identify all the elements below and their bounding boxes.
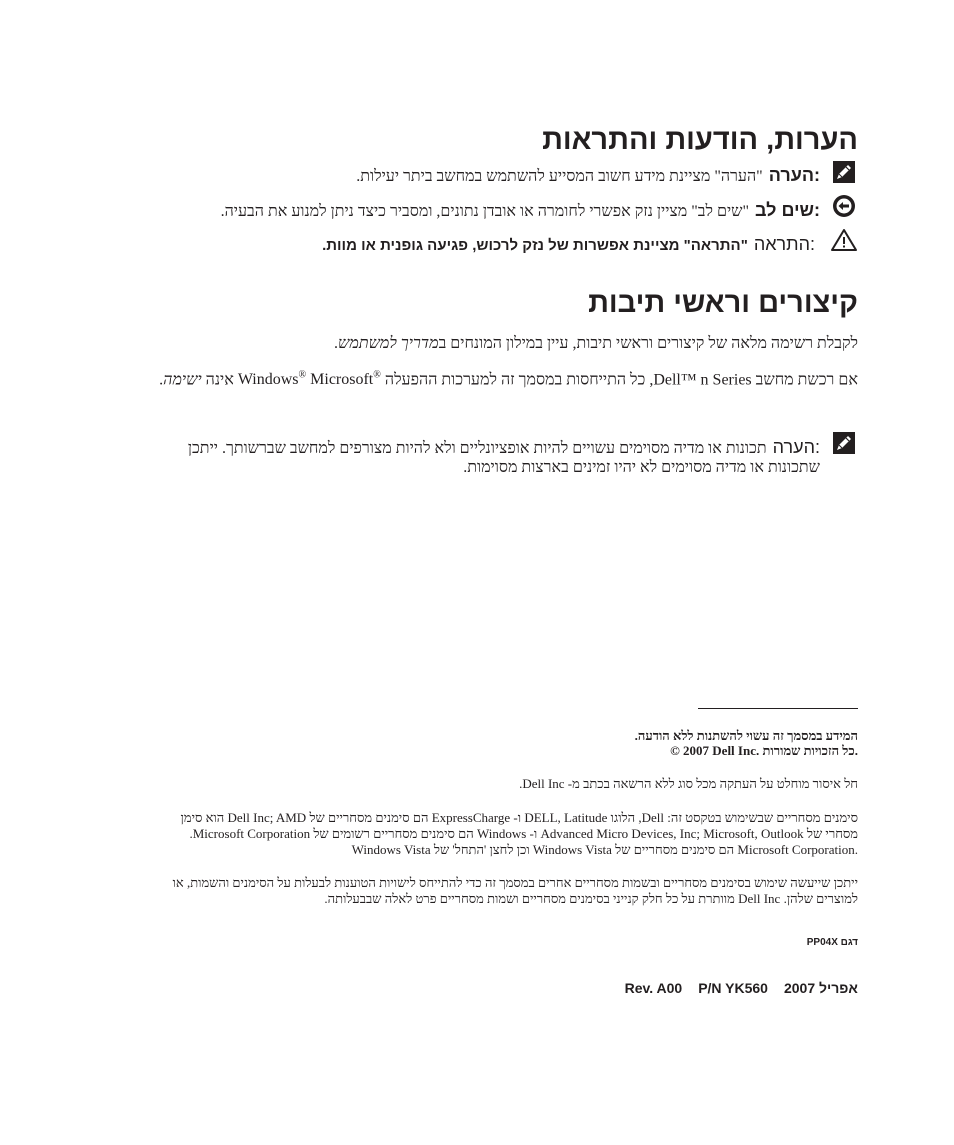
trademarks-line2: מסחרי של Advanced Micro Devices, Inc; Microsoft, Outlook ו- Windows הם סימנים מסחריים רשומים של Microsoft Corporation. bbox=[189, 826, 858, 841]
trademarks-line3: Windows Vista וכן לחצן 'התחל' של Windows Vista הם סימנים מסחריים של Microsoft Corporation. bbox=[351, 842, 858, 857]
note2-line2: שתכונות או מדיה מסוימים לא יהיו זמינים בארצות מסוימות. bbox=[463, 459, 820, 476]
caution-row bbox=[322, 234, 815, 255]
other-trademarks-line1: ייתכן שייעשה שימוש בסימנים מסחריים ובשמות מסחריים אחרים במסמך זה כדי להתייחס לישויות הטוענות לבעלות על הסימנים והשמות, או bbox=[172, 875, 858, 890]
part-number: P/N YK560 bbox=[698, 980, 768, 996]
trademarks-line1: סימנים מסחריים שבשימוש בטקסט זה: Dell, הלוגו DELL, Latitude ו- ExpressCharge הם סימנים מסחריים של Dell Inc; AMD הוא סימן bbox=[180, 810, 858, 825]
note2-pencil-icon bbox=[832, 431, 856, 455]
copyright: © 2007 Dell Inc. כל הזכויות שמורות. bbox=[670, 743, 858, 758]
note-pencil-icon bbox=[832, 160, 856, 184]
note2-line1: תכונות או מדיה מסוימים עשויים להיות אופציונליים ולא להיות מצורפים למחשב שברשותך. ייתכן bbox=[187, 440, 767, 457]
user-guide-ref: מדריך למשתמש bbox=[338, 335, 439, 352]
caution-label: התראה: bbox=[753, 234, 815, 254]
revision: Rev. A00 bbox=[624, 980, 683, 996]
notices-heading: הערות, הודעות והתראות bbox=[542, 124, 858, 156]
note-text: "הערה" מציינת מידע חשוב המסייע להשתמש במחשב ביתר יעילות. bbox=[356, 168, 763, 185]
notice-label: שים לב: bbox=[755, 200, 820, 220]
model-number: דגם PP04X bbox=[806, 937, 858, 948]
subject-to-change: המידע במסמך זה עשוי להשתנות ללא הודעה. bbox=[634, 728, 858, 743]
microsoft-name: Microsoft bbox=[310, 371, 374, 389]
note-label: הערה: bbox=[768, 165, 820, 185]
other-trademarks-line2: למוצרים שלהן. Dell Inc מוותרת על כל חלק קנייני בסימנים מסחריים ושמות מסחריים פרט לאלה שבבעלותה. bbox=[324, 891, 858, 906]
legal-divider bbox=[698, 708, 858, 709]
product-name: Dell™ n Series bbox=[653, 371, 752, 389]
abbreviations-line1: לקבלת רשימה מלאה של קיצורים וראשי תיבות, עיין במילון המונחים במדריך למשתמש. bbox=[334, 335, 858, 352]
notice-text: "שים לב" מציין נזק אפשרי לחומרה או אובדן נתונים, ומסביר כיצד ניתן למנוע את הבעיה. bbox=[220, 203, 750, 220]
abbreviations-line2: אם רכשת מחשב Dell™ n Series, כל התייחסות במסמך זה למערכות ההפעלה Windows® Microsoft® אינה ישימה. bbox=[159, 370, 858, 389]
caution-triangle-icon bbox=[830, 228, 858, 252]
publication-date: אפריל 2007 bbox=[783, 980, 858, 996]
abbreviations-heading: קיצורים וראשי תיבות bbox=[588, 287, 858, 319]
note2-label: הערה: bbox=[772, 437, 820, 457]
notice-arrow-icon bbox=[832, 194, 856, 218]
note-row bbox=[356, 165, 820, 186]
caution-text: "התראה" מציינת אפשרות של נזק לרכוש, פגיעה גופנית או מוות. bbox=[322, 237, 748, 254]
windows-name: Windows bbox=[237, 371, 299, 389]
notice-row bbox=[221, 200, 820, 221]
note2-row bbox=[188, 437, 820, 458]
reproduction-notice: חל איסור מוחלט על העתקה מכל סוג ללא הרשאה בכתב מ- Dell Inc. bbox=[519, 776, 858, 791]
document-footer bbox=[625, 980, 858, 996]
